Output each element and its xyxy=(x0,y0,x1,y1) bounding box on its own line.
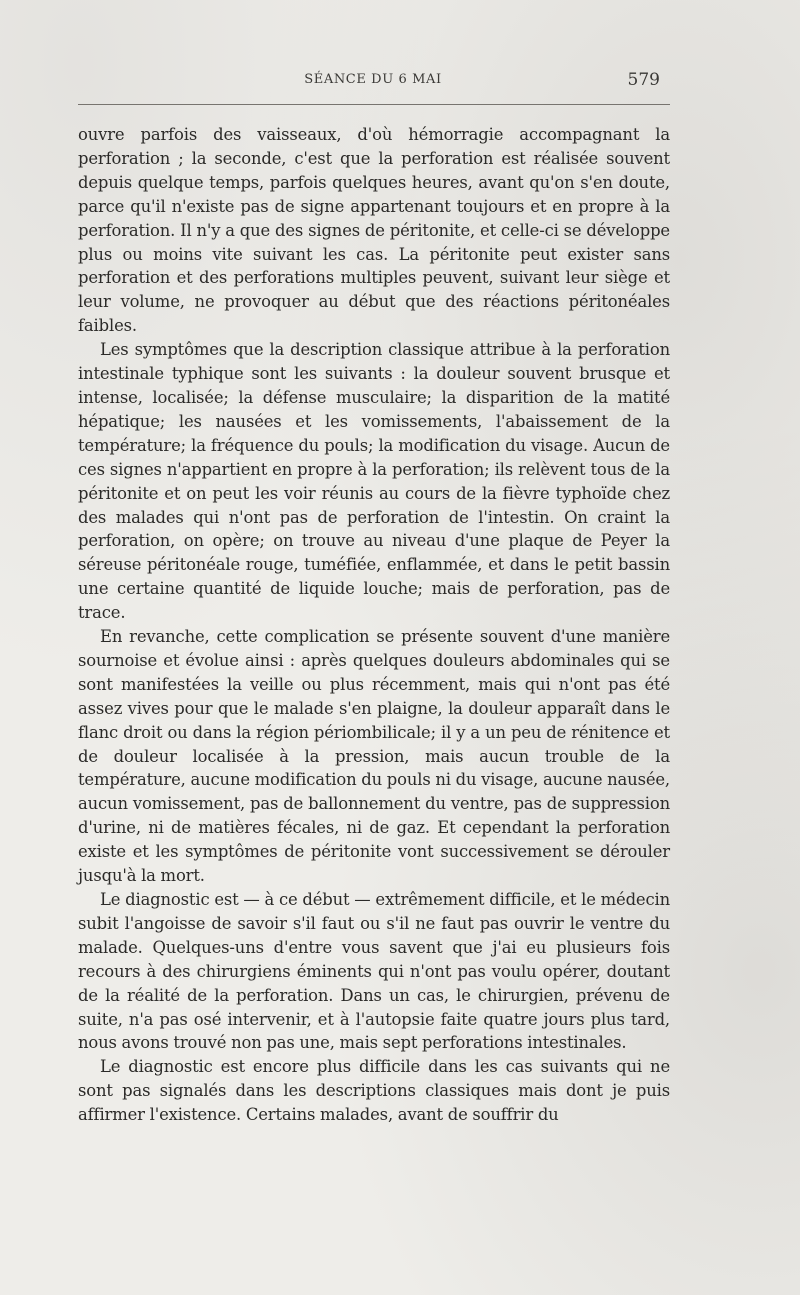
page-number: 579 xyxy=(627,70,660,90)
body-text xyxy=(78,123,670,1127)
paragraph-1: ouvre parfois des vaisseaux, d'où hémorragie accompagnant la perforation ; la seconde, c'est que la perforation est réalisée souvent depuis quelque temps, parfois quelques heures, avant qu'on s'en doute, parce qu'il n'existe pas de signe appartenant toujours et en propre à la perforation. Il n'y a que des signes de péritonite, et celle-ci se développe plus ou moins vite suivant les cas. La péritonite peut exister sans perforation et des perforations multiples peuvent, suivant leur siège et leur volume, ne provoquer au début que des réactions péritonéales faibles. xyxy=(78,125,670,336)
paragraph-4: Le diagnostic est — à ce début — extrêmement difficile, et le médecin subit l'angoisse de savoir s'il faut ou s'il ne faut pas ouvrir le ventre du malade. Quelques-uns d'entre vous savent que j'ai eu plusieurs fois recours à des chirurgiens éminents qui n'ont pas voulu opérer, doutant de la réalité de la perforation. Dans un cas, le chirurgien, prévenu de suite, n'a pas osé intervenir, et à l'autopsie faite quatre jours plus tard, nous avons trouvé non pas une, mais sept perforations intestinales. xyxy=(78,890,670,1053)
header-title: SÉANCE DU 6 MAI xyxy=(304,72,442,87)
paragraph-3: En revanche, cette complication se présente souvent d'une manière sournoise et évolue ainsi : après quelques douleurs abdominales qui se sont manifestées la veille ou plus récemment, mais qui n'ont pas été assez vives pour que le malade s'en plaigne, la douleur apparaît dans le flanc droit ou dans la région périombilicale; il y a un peu de rénitence et de douleur localisée à la pression, mais aucun trouble de la température, aucune modification du pouls ni du visage, aucune nausée, aucun vomissement, pas de ballonnement du ventre, pas de suppression d'urine, ni de matières fécales, ni de gaz. Et cependant la perforation existe et les symptômes de péritonite vont successivement se dérouler jusqu'à la mort. xyxy=(78,627,670,886)
header-rule xyxy=(78,104,670,105)
paragraph-2: Les symptômes que la description classique attribue à la perforation intestinale typhique sont les suivants : la douleur souvent brusque et intense, localisée; la défense musculaire; la disparition de la matité hépatique; les nausées et les vomissements, l'abaissement de la température; la fréquence du pouls; la modification du visage. Aucun de ces signes n'appartient en propre à la perforation; ils relèvent tous de la péritonite et on peut les voir réunis au cours de la fièvre typhoïde chez des malades qui n'ont pas de perforation de l'intestin. On craint la perforation, on opère; on trouve au niveau d'une plaque de Peyer la séreuse péritonéale rouge, tuméfiée, enflammée, et dans le petit bassin une certaine quantité de liquide louche; mais de perforation, pas de trace. xyxy=(78,340,670,623)
paragraph-5: Le diagnostic est encore plus difficile dans les cas suivants qui ne sont pas signalés dans les descriptions classiques mais dont je puis affirmer l'existence. Certains malades, avant de souffrir du xyxy=(78,1057,670,1125)
running-header xyxy=(78,72,668,98)
